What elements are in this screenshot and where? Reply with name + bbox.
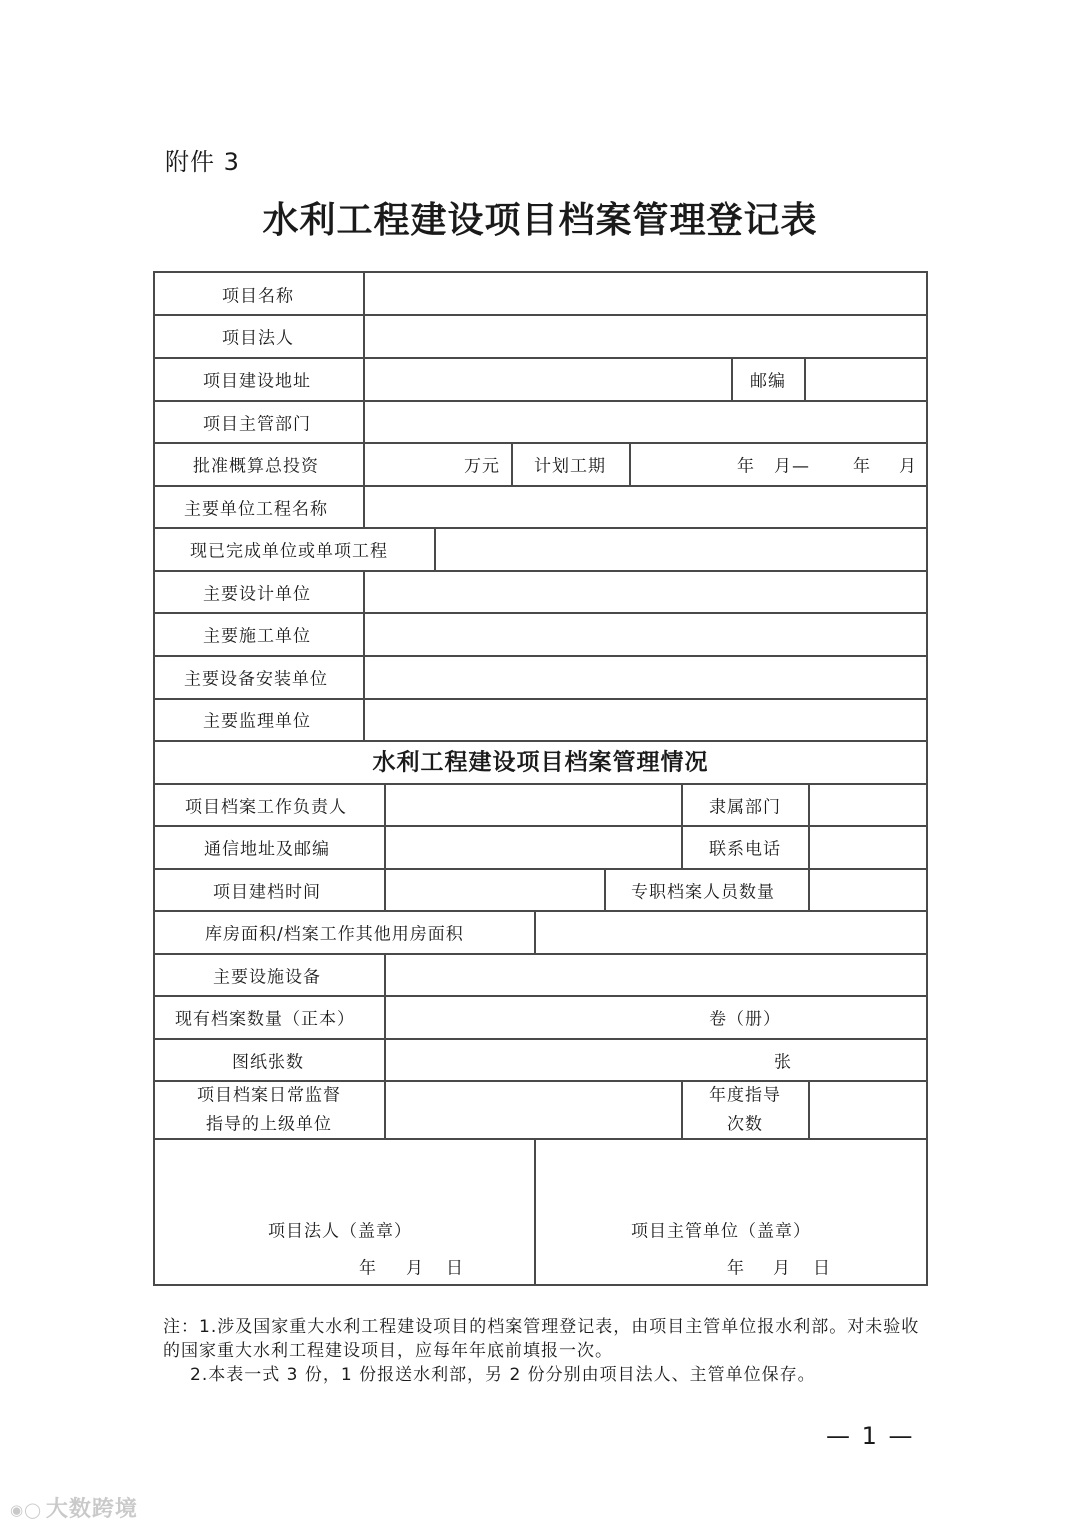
row-divider [153, 400, 928, 402]
row-divider [153, 570, 928, 572]
label-address: 项目建设地址 [203, 371, 311, 392]
label-staff-count: 专职档案人员数量 [631, 882, 775, 903]
row-divider [153, 485, 928, 487]
label-postcode: 邮编 [750, 371, 786, 392]
row-divider [153, 1138, 928, 1140]
form-border-right [926, 271, 928, 1285]
col-divider [629, 442, 631, 485]
drawings-unit: 张 [774, 1052, 792, 1073]
notes [163, 1315, 923, 1387]
left-date-day: 日 [446, 1258, 464, 1279]
label-supervisor-line1: 项目档案日常监督 [197, 1085, 341, 1106]
label-phone: 联系电话 [709, 839, 781, 860]
form-border-bottom [153, 1284, 928, 1286]
row-divider [153, 953, 928, 955]
col-divider [363, 570, 365, 741]
row-divider [153, 314, 928, 316]
form-border-left [153, 271, 155, 1285]
label-completed-units: 现已完成单位或单项工程 [190, 541, 388, 562]
label-volume-count: 现有档案数量（正本） [175, 1009, 355, 1030]
investment-unit: 万元 [464, 456, 500, 477]
row-divider [153, 783, 928, 785]
attachment-label: 附件 3 [165, 148, 240, 176]
col-divider [534, 910, 536, 953]
authority-seal-label: 项目主管单位（盖章） [631, 1221, 811, 1242]
right-date-day: 日 [813, 1258, 831, 1279]
schedule-year-start: 年 [737, 456, 755, 477]
col-divider [808, 783, 810, 911]
label-installation-unit: 主要设备安装单位 [184, 669, 328, 690]
label-construction-unit: 主要施工单位 [203, 626, 311, 647]
label-schedule: 计划工期 [534, 456, 606, 477]
registration-form [153, 271, 928, 1285]
label-department: 隶属部门 [709, 797, 781, 818]
row-divider [153, 655, 928, 657]
row-divider [153, 442, 928, 444]
left-date-month: 月 [406, 1258, 424, 1279]
volume-unit: 卷（册） [709, 1009, 781, 1030]
label-drawings: 图纸张数 [232, 1052, 304, 1073]
col-divider [511, 442, 513, 485]
row-divider [153, 995, 928, 997]
row-divider [153, 825, 928, 827]
right-date-year: 年 [727, 1258, 745, 1279]
label-setup-time: 项目建档时间 [213, 882, 321, 903]
row-divider [153, 357, 928, 359]
watermark-text: 大数跨境 [45, 1497, 138, 1522]
label-investment: 批准概算总投资 [193, 456, 319, 477]
label-authority: 项目主管部门 [203, 414, 311, 435]
legal-person-seal-label: 项目法人（盖章） [268, 1221, 412, 1242]
row-divider [153, 740, 928, 742]
col-divider [434, 527, 436, 570]
col-divider [384, 1080, 386, 1138]
label-archive-manager: 项目档案工作负责人 [185, 797, 347, 818]
note-2: 2.本表一式 3 份，1 份报送水利部，另 2 份分别由项目法人、主管单位保存。 [190, 1365, 816, 1385]
row-divider [153, 698, 928, 700]
row-divider [153, 527, 928, 529]
col-divider [384, 783, 386, 911]
label-design-unit: 主要设计单位 [203, 584, 311, 605]
right-date-month: 月 [773, 1258, 791, 1279]
col-divider [604, 868, 606, 911]
col-divider [363, 271, 365, 528]
form-border-top [153, 271, 928, 273]
col-divider [534, 1138, 536, 1285]
col-divider [384, 953, 386, 1081]
label-supervision-unit: 主要监理单位 [203, 711, 311, 732]
label-main-units: 主要单位工程名称 [184, 499, 328, 520]
watermark-logo-icon: ◉◯ [10, 1501, 42, 1519]
label-guidance-line2: 次数 [727, 1114, 763, 1135]
row-divider [153, 910, 928, 912]
schedule-year-end: 年 [853, 456, 871, 477]
row-divider [153, 868, 928, 870]
label-facilities: 主要设施设备 [213, 967, 321, 988]
label-guidance-line1: 年度指导 [709, 1085, 781, 1106]
col-divider [731, 357, 733, 400]
col-divider [804, 357, 806, 400]
row-divider [153, 1038, 928, 1040]
label-contact-address: 通信地址及邮编 [204, 839, 330, 860]
label-project-name: 项目名称 [222, 286, 294, 307]
row-divider [153, 612, 928, 614]
col-divider [681, 783, 683, 869]
label-supervisor-line2: 指导的上级单位 [206, 1114, 332, 1135]
label-area: 库房面积/档案工作其他用房面积 [205, 924, 464, 945]
schedule-month-end: 月 [899, 456, 917, 477]
section-title: 水利工程建设项目档案管理情况 [372, 749, 709, 776]
col-divider [808, 1080, 810, 1138]
form-title: 水利工程建设项目档案管理登记表 [262, 200, 818, 241]
col-divider [681, 1080, 683, 1138]
page-number: — 1 — [826, 1422, 915, 1450]
watermark [10, 1492, 138, 1523]
left-date-year: 年 [359, 1258, 377, 1279]
row-divider [153, 1080, 928, 1082]
note-1: 注：1.涉及国家重大水利工程建设项目的档案管理登记表，由项目主管单位报水利部。对未验收的国家重大水利工程建设项目，应每年年底前填报一次。 [163, 1317, 920, 1361]
label-legal-person: 项目法人 [222, 328, 294, 349]
schedule-month-start: 月— [774, 456, 810, 477]
